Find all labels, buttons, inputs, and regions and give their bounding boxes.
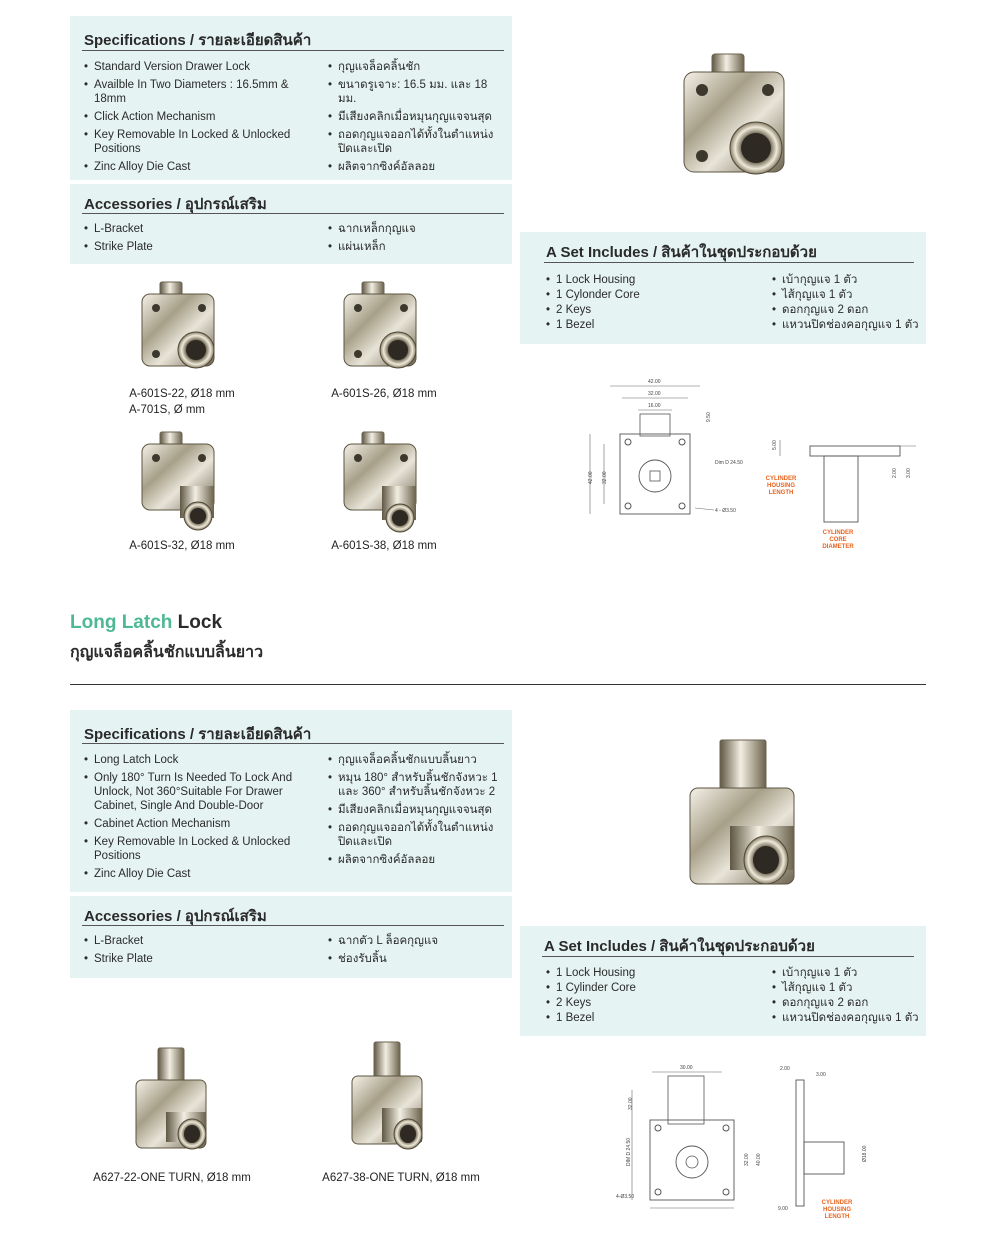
dim-label: 3.00 (906, 468, 912, 478)
list-item: • Strike Plate (84, 952, 304, 966)
label-cylinder-housing-length: CYLINDER HOUSING LENGTH (765, 476, 797, 496)
list-item: • แหวนปิดช่องคอกุญแจ 1 ตัว (772, 319, 922, 332)
list-item: • 1 Cylinder Core (546, 982, 746, 995)
list-item: • มีเสียงคลิกเมื่อหมุนกุญแจจนสุด (328, 803, 508, 817)
lock-image-a601s-32 (132, 430, 232, 530)
list-item: • 1 Lock Housing (546, 274, 746, 287)
list-item: • ถอดกุญแจออกได้ทั้งในตำแหน่ง ปิดและเปิด (328, 128, 508, 156)
specs-rule (82, 743, 504, 744)
accessories-list-th (328, 222, 508, 258)
caption-a601s-32: A-601S-32, Ø18 mm (129, 540, 235, 552)
accessories-rule (82, 213, 504, 214)
list-item: • แผ่นเหล็ก (328, 240, 508, 254)
list-item: • ช่องรับลิ้น (328, 952, 508, 966)
list-item: • Strike Plate (84, 240, 304, 254)
specs-rule (82, 50, 504, 51)
list-item: • Long Latch Lock (84, 753, 312, 767)
list-item: • Zinc Alloy Die Cast (84, 867, 312, 881)
long-latch-lock-product-image (680, 736, 830, 896)
list-item: • เบ้ากุญแจ 1 ตัว (772, 967, 922, 980)
dim-label: Ø18.00 (862, 1145, 868, 1162)
set-includes-title: A Set Includes / สินค้าในชุดประกอบด้วย (546, 244, 817, 261)
section-title (70, 612, 222, 634)
specs-list-th (328, 753, 508, 871)
caption-a701s: A-701S, Ø mm (128, 404, 206, 416)
list-item: • กุญแจล็อคลิ้นชักแบบลิ้นยาว (328, 753, 508, 767)
specs-list-th (328, 60, 508, 178)
dim-label: 9.00 (778, 1206, 788, 1212)
dim-label: 2.00 (892, 468, 898, 478)
dim-label: 32.00 (628, 1097, 634, 1110)
caption-a601s-22: A-601S-22, Ø18 mm (129, 388, 235, 400)
list-item: • Cabinet Action Mechanism (84, 817, 312, 831)
dim-label: 32.00 (744, 1153, 750, 1166)
list-item: • Click Action Mechanism (84, 110, 304, 124)
list-item: • 1 Cylonder Core (546, 289, 746, 302)
dim-label: 2.00 (780, 1066, 790, 1072)
set-includes-list-en (546, 967, 746, 1027)
caption-a601s-26: A-601S-26, Ø18 mm (331, 388, 437, 400)
dim-label: 32.00 (602, 471, 608, 484)
list-item: • ผลิตจากซิงค์อัลลอย (328, 853, 508, 867)
label-cylinder-housing-length: CYLINDER HOUSING LENGTH (821, 1200, 853, 1220)
list-item: • Standard Version Drawer Lock (84, 60, 304, 74)
drawer-lock-product-image (664, 48, 814, 188)
caption-a601s-38: A-601S-38, Ø18 mm (331, 540, 437, 552)
accessories-title: Accessories / อุปกรณ์เสริม (84, 908, 267, 925)
lock-image-a601s-38 (334, 430, 434, 530)
list-item: • เบ้ากุญแจ 1 ตัว (772, 274, 922, 287)
dim-label: 5.00 (772, 440, 778, 450)
dim-label: Dim D 24.50 (715, 460, 743, 466)
list-item: • 2 Keys (546, 997, 746, 1010)
list-item: • ฉากตัว L ล็อคกุญแจ (328, 934, 508, 948)
dim-label: 40.00 (756, 1153, 762, 1166)
lock-image-a601s-22 (132, 278, 232, 378)
specs-title: Specifications / รายละเอียดสินค้า (84, 32, 312, 49)
set-includes-rule (544, 262, 914, 263)
dim-label: 9.50 (706, 412, 712, 422)
accessories-list-en (84, 934, 304, 970)
dim-label: 30.00 (680, 1065, 693, 1071)
list-item: • ฉากเหล็กกุญแจ (328, 222, 508, 236)
set-includes-list-th (772, 967, 922, 1027)
list-item: • ผลิตจากซิงค์อัลลอย (328, 160, 508, 174)
set-includes-title: A Set Includes / สินค้าในชุดประกอบด้วย (544, 938, 815, 955)
list-item: • Zinc Alloy Die Cast (84, 160, 304, 174)
accessories-list-th (328, 934, 508, 970)
accessories-rule (82, 925, 504, 926)
list-item: • หมุน 180° สำหรับลิ้นชักจังหวะ 1 และ 360° สำหรับลิ้นชักจังหวะ 2 (328, 771, 508, 799)
lock-image-a627-22 (130, 1046, 220, 1156)
list-item: • Only 180° Turn Is Needed To Lock And Unlock, Not 360°Suitable For Drawer Cabinet, Single And Double-Door (84, 771, 312, 813)
technical-drawing-front (560, 372, 770, 542)
dim-label: 42.00 (648, 379, 661, 385)
section-subtitle: กุญแจล็อคลิ้นชักแบบลิ้นยาว (70, 644, 264, 661)
list-item: • ขนาดรูเจาะ: 16.5 มม. และ 18 มม. (328, 78, 508, 106)
section-title-accent: Long Latch (70, 612, 173, 633)
caption-a627-22: A627-22-ONE TURN, Ø18 mm (93, 1172, 251, 1184)
technical-drawing-front (612, 1060, 782, 1220)
accessories-title: Accessories / อุปกรณ์เสริม (84, 196, 267, 213)
dim-label: 42.00 (588, 471, 594, 484)
list-item: • L-Bracket (84, 934, 304, 948)
caption-a627-38: A627-38-ONE TURN, Ø18 mm (322, 1172, 480, 1184)
list-item: • Key Removable In Locked & Unlocked Positions (84, 835, 312, 863)
list-item: • 1 Bezel (546, 1012, 746, 1025)
lock-image-a627-38 (346, 1040, 436, 1156)
specs-list-en (84, 753, 312, 885)
list-item: • ถอดกุญแจออกได้ทั้งในตำแหน่ง ปิดและเปิด (328, 821, 508, 849)
list-item: • ไส้กุญแจ 1 ตัว (772, 289, 922, 302)
list-item: • แหวนปิดช่องคอกุญแจ 1 ตัว (772, 1012, 922, 1025)
set-includes-list-th (772, 274, 922, 334)
list-item: • ดอกกุญแจ 2 ดอก (772, 304, 922, 317)
list-item: • L-Bracket (84, 222, 304, 236)
set-includes-rule (542, 956, 914, 957)
specs-title: Specifications / รายละเอียดสินค้า (84, 726, 312, 743)
technical-drawing-side (776, 1058, 866, 1218)
dim-label: 4-Ø3.50 (616, 1194, 635, 1200)
list-item: • Key Removable In Locked & Unlocked Positions (84, 128, 304, 156)
set-includes-list-en (546, 274, 746, 334)
list-item: • กุญแจล็อคลิ้นชัก (328, 60, 508, 74)
dim-label: 32.00 (648, 391, 661, 397)
list-item: • 2 Keys (546, 304, 746, 317)
list-item: • มีเสียงคลิกเมื่อหมุนกุญแจจนสุด (328, 110, 508, 124)
dim-label: 4 - Ø3.50 (715, 508, 736, 514)
specs-list-en (84, 60, 304, 178)
section-title-main: Lock (177, 612, 223, 633)
lock-image-a601s-26 (334, 278, 434, 378)
dim-label: 3.00 (816, 1072, 826, 1078)
accessories-list-en (84, 222, 304, 258)
list-item: • 1 Lock Housing (546, 967, 746, 980)
list-item: • ดอกกุญแจ 2 ดอก (772, 997, 922, 1010)
section-divider (70, 684, 926, 685)
dim-label: DIM D 24.50 (626, 1137, 632, 1166)
list-item: • ไส้กุญแจ 1 ตัว (772, 982, 922, 995)
list-item: • 1 Bezel (546, 319, 746, 332)
list-item: • Availble In Two Diameters : 16.5mm & 18mm (84, 78, 304, 106)
dim-label: 16.00 (648, 403, 661, 409)
label-cylinder-core-diameter: CYLINDER CORE DIAMETER (822, 530, 854, 550)
